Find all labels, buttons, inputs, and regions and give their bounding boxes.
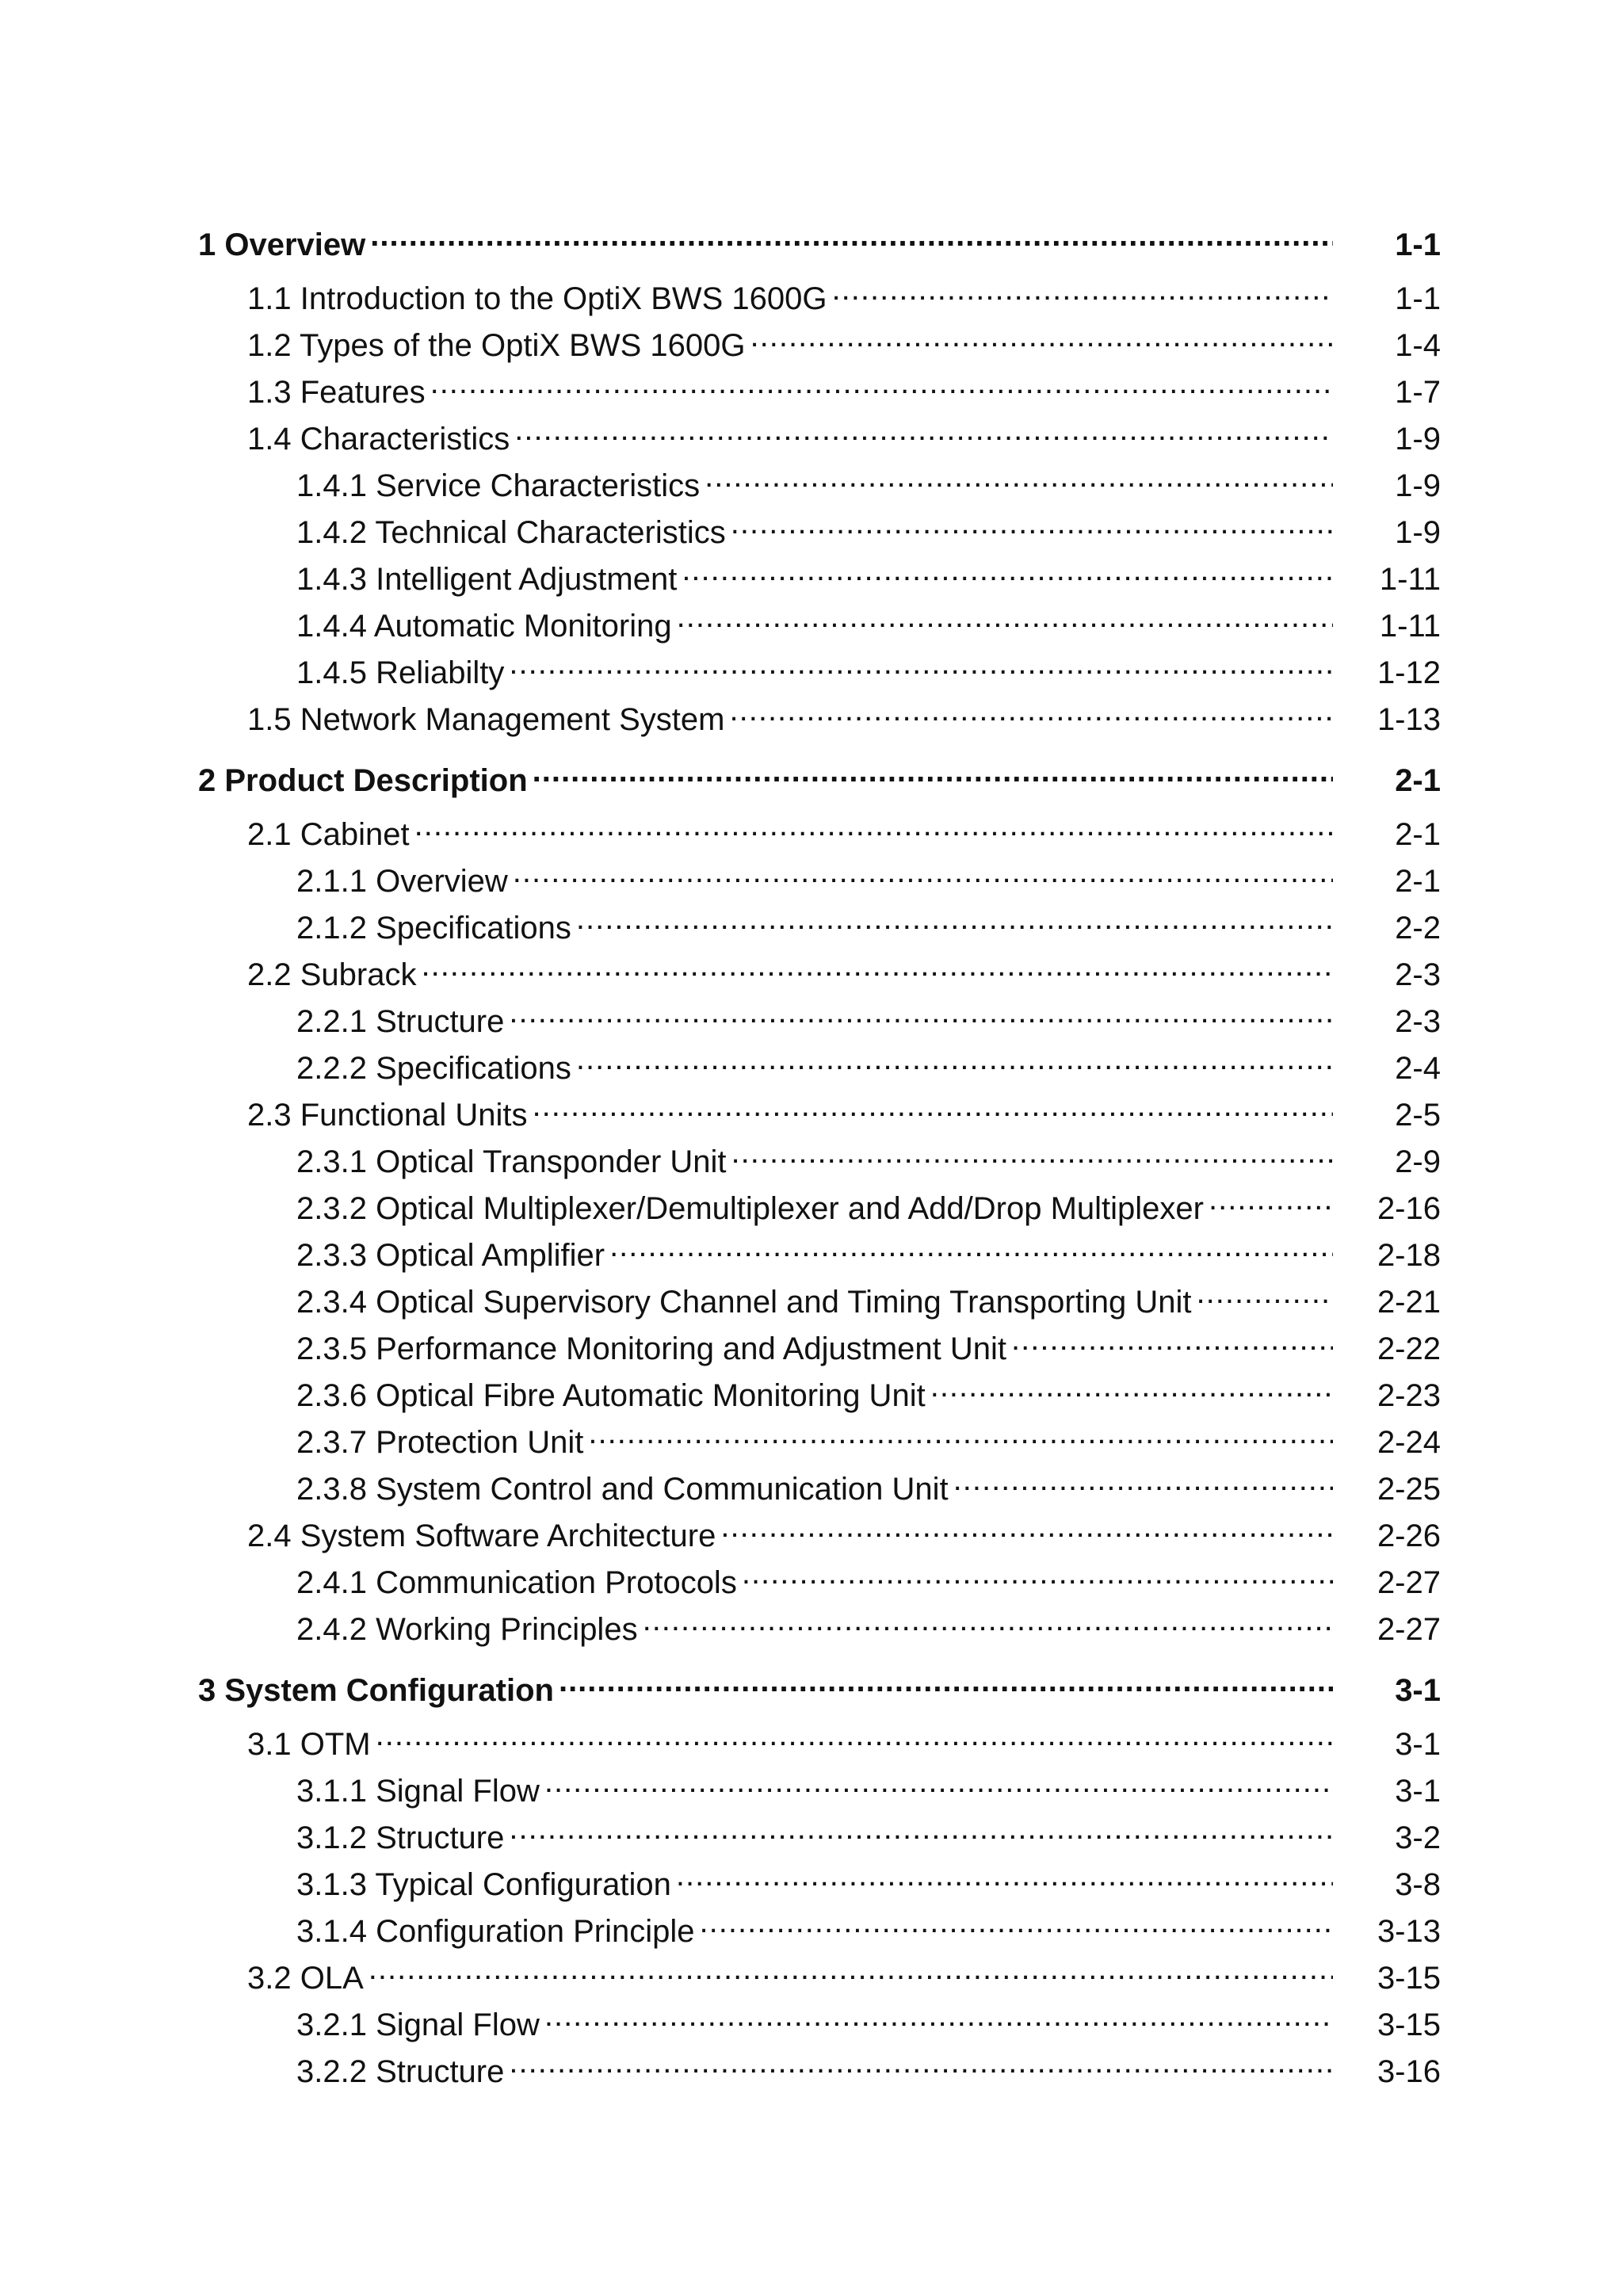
toc-dot-leader	[559, 1661, 1333, 1701]
toc-dot-leader	[1196, 1273, 1333, 1312]
toc-dot-leader	[509, 992, 1333, 1032]
toc-section-entry[interactable]	[198, 1273, 1441, 1320]
toc-entry-title: 1 Overview	[198, 225, 370, 265]
toc-page-number: 2-24	[1377, 1425, 1441, 1460]
toc-entry-title: 3.1.1 Signal Flow	[296, 1771, 544, 1811]
toc-entry-title: 3.1.4 Configuration Principle	[296, 1912, 700, 1951]
toc-entry-title: 2.2.2 Specifications	[296, 1049, 576, 1088]
toc-entry-title: 2.2 Subrack	[247, 955, 421, 995]
toc-section-entry[interactable]	[198, 852, 1441, 899]
toc-dot-leader	[1011, 1320, 1333, 1359]
toc-entry-title: 2.3.5 Performance Monitoring and Adjustment Unit	[296, 1329, 1011, 1369]
toc-page-number: 2-1	[1395, 864, 1441, 899]
toc-dot-leader	[930, 1366, 1333, 1406]
toc-chapter-entry[interactable]	[198, 751, 1441, 798]
toc-entry-title: 1.1 Introduction to the OptiX BWS 1600G	[247, 279, 832, 319]
toc-page-number: 3-13	[1377, 1914, 1441, 1949]
toc-entry-title: 1.4.2 Technical Characteristics	[296, 513, 731, 552]
toc-section-entry[interactable]	[198, 550, 1441, 597]
toc-entry-title: 3.2.1 Signal Flow	[296, 2005, 544, 2045]
toc-entry-title: 2.4 System Software Architecture	[247, 1516, 720, 1556]
toc-dot-leader	[742, 1553, 1333, 1593]
toc-page-number: 2-21	[1377, 1285, 1441, 1320]
toc-dot-leader	[544, 1762, 1333, 1801]
toc-section-entry[interactable]	[198, 1762, 1441, 1809]
toc-entry-title: 1.4.4 Automatic Monitoring	[296, 606, 677, 646]
toc-dot-leader	[370, 216, 1333, 255]
toc-page-number: 2-3	[1395, 1004, 1441, 1039]
toc-entry-title: 3.2.2 Structure	[296, 2052, 509, 2092]
toc-entry-title: 1.4 Characteristics	[247, 419, 514, 459]
toc-entry-title: 2.3.4 Optical Supervisory Channel and Timing Transporting Unit	[296, 1282, 1196, 1322]
toc-section-entry[interactable]	[198, 1715, 1441, 1762]
toc-page-number: 2-27	[1377, 1612, 1441, 1647]
toc-dot-leader	[1209, 1179, 1333, 1219]
toc-dot-leader	[700, 1902, 1333, 1942]
toc-section-entry[interactable]	[198, 1553, 1441, 1600]
toc-entry-title: 2.4.1 Communication Protocols	[296, 1563, 742, 1603]
toc-entry-title: 3.1.2 Structure	[296, 1818, 509, 1858]
toc-entry-title: 2.3.6 Optical Fibre Automatic Monitoring Unit	[296, 1376, 930, 1415]
toc-entry-title: 1.2 Types of the OptiX BWS 1600G	[247, 326, 750, 365]
toc-section-entry[interactable]	[198, 1320, 1441, 1366]
toc-section-entry[interactable]	[198, 1413, 1441, 1460]
toc-entry-title: 2.3.2 Optical Multiplexer/Demultiplexer and Add/Drop Multiplexer	[296, 1189, 1209, 1228]
toc-page-number: 2-16	[1377, 1191, 1441, 1226]
toc-dot-leader	[705, 457, 1333, 496]
toc-page-number: 2-23	[1377, 1378, 1441, 1413]
toc-section-entry[interactable]	[198, 457, 1441, 503]
toc-entry-title: 2.1.1 Overview	[296, 861, 513, 901]
toc-page-number: 2-1	[1395, 763, 1441, 798]
toc-entry-title: 2.4.2 Working Principles	[296, 1610, 643, 1649]
toc-dot-leader	[682, 550, 1333, 590]
toc-page-number: 3-1	[1395, 1774, 1441, 1809]
toc-entry-title: 2.3.7 Protection Unit	[296, 1423, 588, 1462]
toc-dot-leader	[643, 1600, 1333, 1640]
toc-dot-leader	[414, 805, 1333, 845]
toc-page-number: 2-5	[1395, 1098, 1441, 1133]
toc-page-number: 2-27	[1377, 1565, 1441, 1600]
toc-section-entry[interactable]	[198, 992, 1441, 1039]
toc-dot-leader	[513, 852, 1333, 892]
toc-page-number: 3-16	[1377, 2054, 1441, 2089]
toc-dot-leader	[376, 1715, 1333, 1755]
toc-section-entry[interactable]	[198, 1855, 1441, 1902]
toc-dot-leader	[609, 1226, 1333, 1266]
toc-page-number: 1-11	[1379, 609, 1441, 644]
toc-dot-leader	[533, 1086, 1333, 1125]
toc-section-entry[interactable]	[198, 1996, 1441, 2042]
toc-page-number: 2-2	[1395, 911, 1441, 946]
toc-page-number: 1-11	[1379, 562, 1441, 597]
toc-page-number: 1-4	[1395, 328, 1441, 363]
toc-section-entry[interactable]	[198, 2042, 1441, 2089]
toc-page-number: 2-9	[1395, 1144, 1441, 1179]
toc-dot-leader	[677, 597, 1333, 636]
toc-chapter-entry[interactable]	[198, 1661, 1441, 1708]
toc-page-number: 3-15	[1377, 2008, 1441, 2042]
toc-entry-title: 3.1 OTM	[247, 1725, 376, 1764]
toc-entry-title: 1.3 Features	[247, 372, 430, 412]
toc-dot-leader	[750, 316, 1334, 356]
toc-page-number: 2-4	[1395, 1051, 1441, 1086]
toc-entry-title: 1.4.3 Intelligent Adjustment	[296, 560, 682, 599]
toc-section-entry[interactable]	[198, 1086, 1441, 1133]
toc-section-entry[interactable]	[198, 1902, 1441, 1949]
toc-section-entry[interactable]	[198, 644, 1441, 690]
toc-dot-leader	[509, 644, 1333, 683]
table-of-contents	[198, 216, 1441, 2089]
toc-section-entry[interactable]	[198, 503, 1441, 550]
toc-page-number: 3-1	[1395, 1727, 1441, 1762]
toc-section-entry[interactable]	[198, 1039, 1441, 1086]
toc-section-entry[interactable]	[198, 363, 1441, 410]
toc-entry-title: 2.3 Functional Units	[247, 1095, 533, 1135]
toc-section-entry[interactable]	[198, 805, 1441, 852]
toc-dot-leader	[729, 690, 1333, 730]
toc-dot-leader	[533, 751, 1333, 791]
toc-section-entry[interactable]	[198, 269, 1441, 316]
toc-page-number: 2-3	[1395, 957, 1441, 992]
toc-dot-leader	[430, 363, 1333, 403]
toc-page-number: 2-18	[1377, 1238, 1441, 1273]
toc-section-entry[interactable]	[198, 1179, 1441, 1226]
toc-entry-title: 3.2 OLA	[247, 1958, 369, 1998]
toc-dot-leader	[588, 1413, 1333, 1453]
toc-dot-leader	[514, 410, 1333, 449]
toc-page-number: 3-1	[1395, 1673, 1441, 1708]
toc-entry-title: 2.1.2 Specifications	[296, 908, 576, 948]
toc-page-number: 1-1	[1395, 227, 1441, 262]
toc-page-number: 2-22	[1377, 1331, 1441, 1366]
toc-entry-title: 2.3.1 Optical Transponder Unit	[296, 1142, 731, 1182]
toc-page-number: 1-12	[1377, 655, 1441, 690]
toc-entry-title: 3.1.3 Typical Configuration	[296, 1865, 676, 1904]
toc-page-number: 1-7	[1395, 375, 1441, 410]
toc-chapter-entry[interactable]	[198, 216, 1441, 262]
toc-section-entry[interactable]	[198, 410, 1441, 457]
toc-page-number: 2-1	[1395, 817, 1441, 852]
toc-entry-title: 2 Product Description	[198, 761, 533, 800]
toc-page-number: 3-15	[1377, 1961, 1441, 1996]
toc-page-number: 2-25	[1377, 1472, 1441, 1507]
toc-entry-title: 1.4.5 Reliabilty	[296, 653, 509, 693]
toc-section-entry[interactable]	[198, 597, 1441, 644]
toc-entry-title: 2.1 Cabinet	[247, 815, 414, 854]
toc-section-entry[interactable]	[198, 1600, 1441, 1647]
toc-dot-leader	[576, 899, 1333, 938]
toc-page-number: 3-2	[1395, 1820, 1441, 1855]
toc-dot-leader	[731, 503, 1333, 543]
toc-dot-leader	[720, 1507, 1333, 1546]
toc-entry-title: 3 System Configuration	[198, 1671, 559, 1710]
toc-dot-leader	[676, 1855, 1333, 1895]
toc-entry-title: 2.2.1 Structure	[296, 1002, 509, 1041]
toc-section-entry[interactable]	[198, 1507, 1441, 1553]
toc-dot-leader	[953, 1460, 1333, 1499]
toc-page-number: 1-13	[1377, 702, 1441, 737]
toc-page-number: 3-8	[1395, 1867, 1441, 1902]
toc-section-entry[interactable]	[198, 690, 1441, 737]
toc-page-number: 1-9	[1395, 515, 1441, 550]
toc-section-entry[interactable]	[198, 1460, 1441, 1507]
toc-section-entry[interactable]	[198, 1366, 1441, 1413]
toc-dot-leader	[544, 1996, 1333, 2035]
toc-entry-title: 1.4.1 Service Characteristics	[296, 466, 705, 506]
toc-dot-leader	[509, 2042, 1333, 2082]
toc-page-number: 1-9	[1395, 468, 1441, 503]
toc-dot-leader	[731, 1133, 1333, 1172]
toc-page-number: 2-26	[1377, 1519, 1441, 1553]
toc-section-entry[interactable]	[198, 899, 1441, 946]
toc-dot-leader	[369, 1949, 1333, 1988]
toc-section-entry[interactable]	[198, 946, 1441, 992]
toc-page-number: 1-9	[1395, 422, 1441, 457]
toc-section-entry[interactable]	[198, 1949, 1441, 1996]
toc-dot-leader	[509, 1809, 1333, 1848]
toc-entry-title: 2.3.3 Optical Amplifier	[296, 1236, 609, 1275]
toc-section-entry[interactable]	[198, 1809, 1441, 1855]
toc-page-number: 1-1	[1395, 281, 1441, 316]
toc-section-entry[interactable]	[198, 316, 1441, 363]
toc-section-entry[interactable]	[198, 1226, 1441, 1273]
toc-section-entry[interactable]	[198, 1133, 1441, 1179]
toc-dot-leader	[832, 269, 1333, 309]
toc-dot-leader	[576, 1039, 1333, 1079]
toc-entry-title: 1.5 Network Management System	[247, 700, 729, 739]
toc-dot-leader	[421, 946, 1333, 985]
toc-entry-title: 2.3.8 System Control and Communication Unit	[296, 1469, 953, 1509]
